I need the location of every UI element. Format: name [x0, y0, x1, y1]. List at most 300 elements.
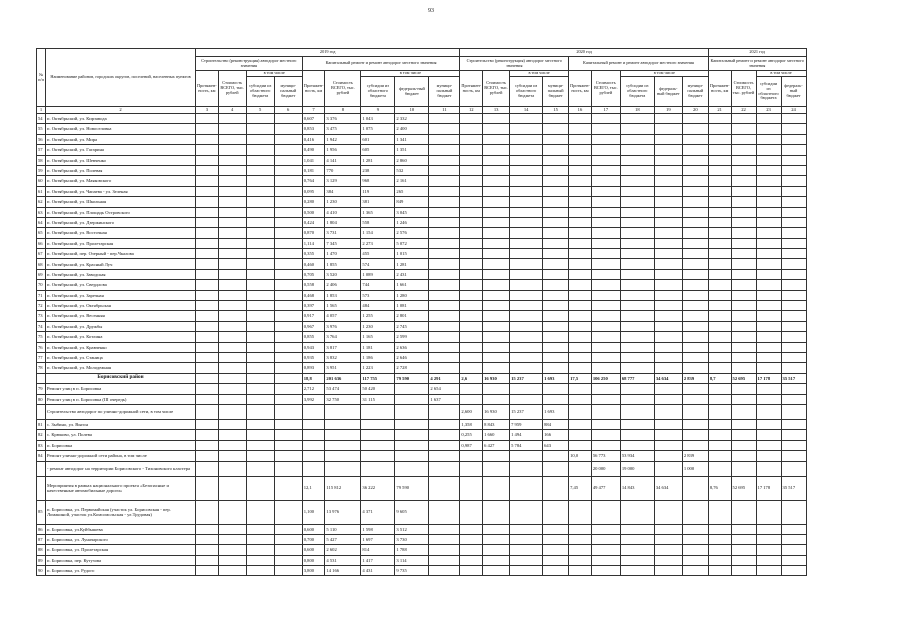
cell-col-23: [756, 249, 781, 259]
cell-col-9: 1 181: [361, 342, 395, 352]
cell-col-22: [731, 114, 756, 124]
cell-col-17: 106 250: [591, 373, 620, 383]
cell-col-12: [460, 363, 483, 373]
cell-col-3: [196, 249, 219, 259]
cell-col-11: 4 291: [429, 373, 460, 383]
col-header-length: Протяжен-ность, км: [708, 71, 731, 107]
cell-col-20: [682, 249, 708, 259]
cell-col-22: [731, 404, 756, 419]
cell-col-18: [620, 363, 654, 373]
cell-col-5: [246, 301, 274, 311]
cell-col-22: [731, 451, 756, 461]
cell-col-24: [781, 186, 806, 196]
cell-col-3: [196, 176, 219, 186]
cell-col-4: [218, 165, 246, 175]
cell-col-5: [246, 134, 274, 144]
table-row: [37, 555, 807, 565]
cell-col-12: [460, 321, 483, 331]
cell-col-10: 2 636: [395, 342, 429, 352]
cell-col-23: [756, 155, 781, 165]
cell-col-8: 4 141: [325, 155, 361, 165]
cell-col-6: [274, 566, 302, 576]
cell-col-18: [620, 207, 654, 217]
cell-col-24: [781, 269, 806, 279]
cell-col-11: [429, 524, 460, 534]
cell-col-19: [654, 500, 682, 524]
cell-col-15: [543, 165, 569, 175]
cell-col-7: 0,967: [302, 321, 325, 331]
cell-col-24: [781, 440, 806, 450]
cell-col-22: [731, 461, 756, 476]
cell-col-9: 574: [361, 259, 395, 269]
cell-col-12: [460, 500, 483, 524]
cell-col-7: 0,800: [302, 555, 325, 565]
cell-col-16: [569, 197, 592, 207]
cell-col-13: [483, 545, 510, 555]
cell-col-22: [731, 269, 756, 279]
cell-col-22: [731, 290, 756, 300]
cell-col-9: [361, 430, 395, 440]
cell-col-7: 1,100: [302, 500, 325, 524]
cell-col-16: [569, 342, 592, 352]
table-row: [37, 217, 807, 227]
cell-col-12: [460, 155, 483, 165]
cell-col-23: [756, 311, 781, 321]
cell-col-14: [510, 238, 543, 248]
cell-col-21: 8,7: [708, 373, 731, 383]
cell-col-3: [196, 114, 219, 124]
cell-col-15: [543, 451, 569, 461]
cell-col-21: [708, 352, 731, 362]
cell-col-16: [569, 114, 592, 124]
cell-col-12: [460, 394, 483, 404]
cell-col-13: [483, 311, 510, 321]
row-number: 54: [37, 114, 46, 124]
cell-col-24: [781, 461, 806, 476]
cell-col-9: [361, 461, 395, 476]
roads-table: [36, 48, 807, 576]
cell-col-6: [274, 430, 302, 440]
cell-col-24: [781, 249, 806, 259]
cell-col-16: [569, 228, 592, 238]
cell-col-8: 1 230: [325, 197, 361, 207]
cell-col-18: [620, 500, 654, 524]
cell-col-24: [781, 217, 806, 227]
cell-col-18: [620, 524, 654, 534]
cell-col-16: [569, 534, 592, 544]
cell-col-11: [429, 404, 460, 419]
cell-col-10: 1 661: [395, 280, 429, 290]
cell-col-20: [682, 217, 708, 227]
cell-col-21: [708, 419, 731, 429]
table-row: [37, 186, 807, 196]
cell-col-13: [483, 321, 510, 331]
cell-col-3: [196, 440, 219, 450]
cell-col-19: [654, 311, 682, 321]
cell-col-12: [460, 114, 483, 124]
cell-col-19: [654, 290, 682, 300]
cell-col-22: [731, 145, 756, 155]
cell-col-23: [756, 145, 781, 155]
cell-col-3: [196, 451, 219, 461]
cell-col-20: [682, 524, 708, 534]
cell-col-23: [756, 461, 781, 476]
cell-col-18: [620, 259, 654, 269]
cell-col-15: [543, 134, 569, 144]
cell-col-16: [569, 352, 592, 362]
cell-col-15: [543, 145, 569, 155]
cell-col-13: 16 930: [483, 373, 510, 383]
cell-col-22: [731, 545, 756, 555]
cell-col-16: [569, 440, 592, 450]
cell-col-18: [620, 566, 654, 576]
cell-col-13: [483, 461, 510, 476]
cell-col-16: [569, 207, 592, 217]
cell-col-21: [708, 311, 731, 321]
cell-col-9: 814: [361, 545, 395, 555]
cell-col-12: [460, 451, 483, 461]
cell-col-11: [429, 114, 460, 124]
cell-col-12: [460, 228, 483, 238]
cell-col-10: [395, 404, 429, 419]
cell-col-9: 119: [361, 186, 395, 196]
cell-col-15: [543, 238, 569, 248]
cell-col-6: [274, 269, 302, 279]
col-header-municipal: муници-пальный бюджет: [274, 77, 302, 107]
cell-col-9: 1 697: [361, 534, 395, 544]
cell-col-9: 1 230: [361, 321, 395, 331]
cell-col-5: [246, 384, 274, 394]
cell-col-19: [654, 524, 682, 534]
cell-col-24: [781, 114, 806, 124]
cell-col-23: [756, 269, 781, 279]
cell-col-16: [569, 301, 592, 311]
row-number: 88: [37, 545, 46, 555]
cell-col-9: 36 222: [361, 476, 395, 500]
cell-col-8: 1 942: [325, 134, 361, 144]
cell-col-16: [569, 176, 592, 186]
cell-col-21: [708, 363, 731, 373]
cell-col-9: 2 273: [361, 238, 395, 248]
cell-col-7: 0,397: [302, 301, 325, 311]
cell-col-22: [731, 352, 756, 362]
table-row: [37, 461, 807, 476]
cell-col-11: [429, 332, 460, 342]
cell-col-18: [620, 301, 654, 311]
cell-col-5: [246, 311, 274, 321]
cell-col-6: [274, 124, 302, 134]
cell-col-22: [731, 332, 756, 342]
cell-col-15: [543, 332, 569, 342]
column-number: 22: [731, 107, 756, 114]
cell-col-19: [654, 114, 682, 124]
cell-col-13: [483, 566, 510, 576]
cell-col-17: [591, 228, 620, 238]
table-row: [37, 384, 807, 394]
cell-col-5: [246, 145, 274, 155]
cell-col-3: [196, 259, 219, 269]
cell-col-21: [708, 259, 731, 269]
cell-col-12: [460, 124, 483, 134]
cell-col-19: [654, 394, 682, 404]
cell-col-4: [218, 114, 246, 124]
cell-col-4: [218, 311, 246, 321]
row-number: 79: [37, 384, 46, 394]
cell-col-6: [274, 114, 302, 124]
cell-col-22: [731, 566, 756, 576]
cell-col-6: [274, 384, 302, 394]
group-construction-2019: Строительство (реконструкция) автодорог местного значения: [196, 57, 303, 71]
cell-col-7: 0,468: [302, 290, 325, 300]
cell-col-15: [543, 186, 569, 196]
row-number: [37, 461, 46, 476]
row-number: 74: [37, 321, 46, 331]
cell-col-4: [218, 269, 246, 279]
column-number: 23: [756, 107, 781, 114]
cell-col-20: [682, 534, 708, 544]
table-header: [37, 49, 807, 107]
cell-col-21: [708, 145, 731, 155]
cell-col-16: [569, 186, 592, 196]
cell-col-12: [460, 301, 483, 311]
cell-col-4: [218, 217, 246, 227]
table-row: [37, 259, 807, 269]
cell-col-8: 1 804: [325, 217, 361, 227]
cell-col-11: [429, 555, 460, 565]
cell-col-8: 2 406: [325, 280, 361, 290]
cell-col-3: [196, 430, 219, 440]
cell-col-13: [483, 500, 510, 524]
cell-col-16: [569, 430, 592, 440]
column-number: 17: [591, 107, 620, 114]
cell-col-20: [682, 145, 708, 155]
cell-col-23: [756, 301, 781, 311]
row-number: 84: [37, 451, 46, 461]
cell-col-10: 1 351: [395, 145, 429, 155]
cell-col-23: [756, 352, 781, 362]
cell-col-23: [756, 555, 781, 565]
cell-col-11: [429, 197, 460, 207]
cell-col-16: [569, 217, 592, 227]
column-number: 1: [37, 107, 46, 114]
column-number: 4: [218, 107, 246, 114]
row-name: п. Борисовка, ул. Рудого: [46, 566, 196, 576]
cell-col-13: [483, 269, 510, 279]
cell-col-10: 2 332: [395, 114, 429, 124]
cell-col-5: [246, 394, 274, 404]
cell-col-19: [654, 342, 682, 352]
cell-col-20: [682, 197, 708, 207]
cell-col-12: [460, 134, 483, 144]
cell-col-8: 7 345: [325, 238, 361, 248]
cell-col-4: [218, 352, 246, 362]
cell-col-9: 1 255: [361, 311, 395, 321]
cell-col-21: [708, 384, 731, 394]
cell-col-8: 53 474: [325, 384, 361, 394]
cell-col-7: 0,558: [302, 280, 325, 290]
cell-col-11: [429, 259, 460, 269]
cell-col-20: [682, 545, 708, 555]
cell-col-5: [246, 419, 274, 429]
cell-col-18: [620, 290, 654, 300]
row-name: Ремонт улиц в п. Борисовка (III очередь): [46, 394, 196, 404]
cell-col-10: [395, 451, 429, 461]
cell-col-17: [591, 363, 620, 373]
cell-col-16: [569, 545, 592, 555]
cell-col-21: [708, 186, 731, 196]
row-name: п. Октябрьский, ул. Школьная: [46, 197, 196, 207]
table-row: [37, 545, 807, 555]
cell-col-22: [731, 440, 756, 450]
cell-col-5: [246, 259, 274, 269]
cell-col-5: [246, 342, 274, 352]
cell-col-13: 6 427: [483, 440, 510, 450]
cell-col-12: [460, 269, 483, 279]
cell-col-9: 1 417: [361, 555, 395, 565]
cell-col-24: [781, 534, 806, 544]
cell-col-7: [302, 461, 325, 476]
cell-col-15: 884: [543, 419, 569, 429]
cell-col-10: [395, 440, 429, 450]
cell-col-7: 0,700: [302, 534, 325, 544]
cell-col-20: [682, 207, 708, 217]
row-number: 57: [37, 145, 46, 155]
cell-col-12: [460, 165, 483, 175]
cell-col-15: [543, 311, 569, 321]
cell-col-21: [708, 165, 731, 175]
cell-col-8: 1 565: [325, 301, 361, 311]
cell-col-11: [429, 176, 460, 186]
cell-col-12: [460, 332, 483, 342]
cell-col-6: [274, 534, 302, 544]
col-header-federal: федераль-ный бюджет: [654, 77, 682, 107]
col-header-municipal: муници-пальный бюджет: [543, 77, 569, 107]
cell-col-24: [781, 197, 806, 207]
cell-col-12: [460, 145, 483, 155]
cell-col-16: [569, 321, 592, 331]
cell-col-21: [708, 280, 731, 290]
cell-col-23: [756, 404, 781, 419]
cell-col-7: 0,935: [302, 352, 325, 362]
cell-col-23: [756, 440, 781, 450]
cell-col-19: [654, 228, 682, 238]
cell-col-11: [429, 280, 460, 290]
cell-col-5: [246, 269, 274, 279]
cell-col-3: [196, 352, 219, 362]
cell-col-13: [483, 207, 510, 217]
row-name: п. Октябрьский, пер. Озерный - пер.Чкалова: [46, 249, 196, 259]
cell-col-11: [429, 186, 460, 196]
cell-col-3: [196, 124, 219, 134]
cell-col-23: [756, 228, 781, 238]
cell-col-11: [429, 342, 460, 352]
cell-col-17: [591, 197, 620, 207]
cell-col-3: [196, 186, 219, 196]
cell-col-24: [781, 384, 806, 394]
table-row: [37, 197, 807, 207]
cell-col-12: 0,255: [460, 430, 483, 440]
cell-col-5: [246, 217, 274, 227]
column-number-row: [37, 107, 807, 114]
cell-col-20: [682, 363, 708, 373]
table-row: [37, 363, 807, 373]
cell-col-13: [483, 363, 510, 373]
cell-col-7: [302, 419, 325, 429]
cell-col-23: [756, 290, 781, 300]
cell-col-10: 9 605: [395, 500, 429, 524]
cell-col-16: [569, 134, 592, 144]
cell-col-3: [196, 207, 219, 217]
cell-col-24: [781, 228, 806, 238]
cell-col-15: [543, 207, 569, 217]
cell-col-8: [325, 419, 361, 429]
row-name: п. Борисовка, ул.Куйбышева: [46, 524, 196, 534]
cell-col-16: [569, 145, 592, 155]
cell-col-24: [781, 555, 806, 565]
cell-col-3: [196, 280, 219, 290]
cell-col-7: 0,500: [302, 207, 325, 217]
cell-col-7: 0,280: [302, 197, 325, 207]
cell-col-15: 166: [543, 430, 569, 440]
col-header-federal: федераль-ный бюджет: [395, 77, 429, 107]
cell-col-21: [708, 197, 731, 207]
cell-col-4: [218, 176, 246, 186]
cell-col-20: [682, 430, 708, 440]
cell-col-8: 1 470: [325, 249, 361, 259]
cell-col-20: [682, 332, 708, 342]
cell-col-9: 744: [361, 280, 395, 290]
cell-col-8: [325, 451, 361, 461]
cell-col-3: [196, 332, 219, 342]
row-name: п. Октябрьский, ул. Кравченко: [46, 342, 196, 352]
cell-col-23: [756, 384, 781, 394]
cell-col-6: [274, 311, 302, 321]
cell-col-23: [756, 363, 781, 373]
year-header-2020: 2020 год: [460, 49, 708, 57]
cell-col-5: [246, 451, 274, 461]
col-header-including: в том числе: [510, 71, 569, 77]
cell-col-4: [218, 280, 246, 290]
row-number: 64: [37, 217, 46, 227]
col-header-no: № п/п: [37, 49, 46, 107]
cell-col-3: [196, 500, 219, 524]
cell-col-9: 968: [361, 176, 395, 186]
table-row: [37, 419, 807, 429]
cell-col-13: 16 930: [483, 404, 510, 419]
cell-col-6: [274, 155, 302, 165]
cell-col-18: [620, 419, 654, 429]
cell-col-13: [483, 451, 510, 461]
cell-col-13: [483, 249, 510, 259]
cell-col-16: 7,45: [569, 476, 592, 500]
cell-col-12: [460, 290, 483, 300]
cell-col-9: 31 115: [361, 394, 395, 404]
cell-col-11: [429, 321, 460, 331]
table-row: [37, 476, 807, 500]
cell-col-21: [708, 207, 731, 217]
cell-col-24: [781, 342, 806, 352]
cell-col-7: 0,943: [302, 342, 325, 352]
cell-col-17: [591, 524, 620, 534]
cell-col-24: [781, 145, 806, 155]
cell-col-4: [218, 238, 246, 248]
cell-col-12: [460, 352, 483, 362]
table-row: [37, 280, 807, 290]
cell-col-19: [654, 155, 682, 165]
cell-col-19: [654, 352, 682, 362]
col-header-subsidy: субсидии из областного бюджета: [620, 77, 654, 107]
cell-col-14: [510, 145, 543, 155]
